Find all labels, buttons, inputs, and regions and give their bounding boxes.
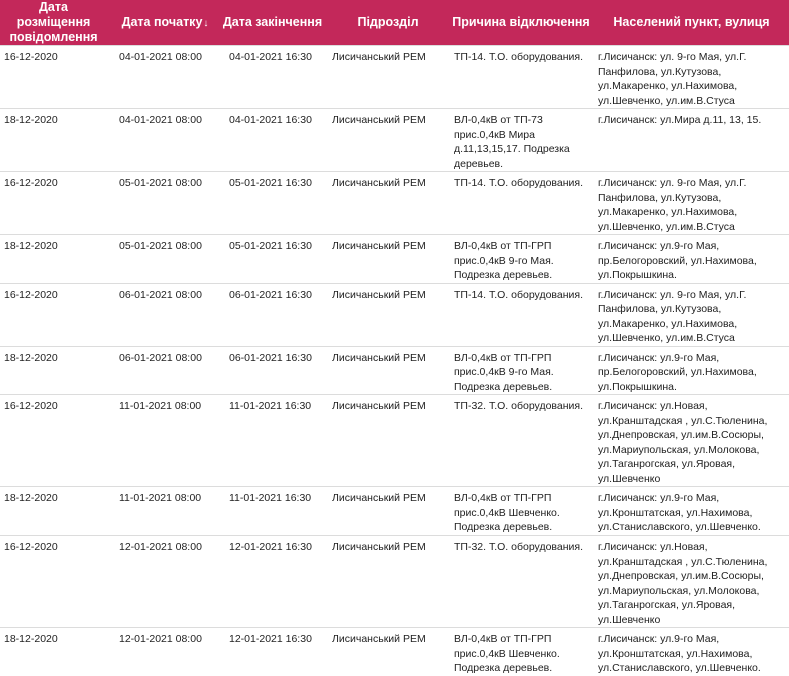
header-reason[interactable]: Причина відключення	[448, 0, 594, 46]
table-row	[0, 487, 789, 536]
header-location[interactable]: Населений пункт, вулиця	[594, 0, 789, 46]
cell-start: 06-01-2021 08:00	[107, 283, 217, 346]
table-row	[0, 283, 789, 346]
table-row	[0, 628, 789, 676]
cell-posted: 16-12-2020	[0, 536, 107, 628]
cell-reason: ВЛ-0,4кВ от ТП-ГРП прис.0,4кВ Шевченко. Подрезка деревьев.	[448, 628, 594, 676]
cell-start: 04-01-2021 08:00	[107, 46, 217, 109]
cell-unit: Лисичанський РЕМ	[328, 487, 448, 536]
cell-location: г.Лисичанск: ул. 9-го Мая, ул.Г. Панфилова, ул.Кутузова, ул.Макаренко, ул.Нахимова, ул.Шевченко, ул.им.В.Стуса	[594, 172, 789, 235]
cell-end: 05-01-2021 16:30	[217, 172, 328, 235]
cell-reason: ВЛ-0,4кВ от ТП-73 прис.0,4кВ Мира д.11,13,15,17. Подрезка деревьев.	[448, 109, 594, 172]
cell-location: г.Лисичанск: ул. 9-го Мая, ул.Г. Панфилова, ул.Кутузова, ул.Макаренко, ул.Нахимова, ул.Шевченко, ул.им.В.Стуса	[594, 46, 789, 109]
cell-unit: Лисичанський РЕМ	[328, 628, 448, 676]
cell-location: г.Лисичанск: ул.Новая, ул.Кранштадская , ул.С.Тюленина, ул.Днепровская, ул.им.В.Сосюры, ул.Мариупольская, ул.Молокова, ул.Таганрогская, ул.Яровая, ул.Шевченко	[594, 536, 789, 628]
cell-location: г.Лисичанск: ул.Новая, ул.Кранштадская , ул.С.Тюленина, ул.Днепровская, ул.им.В.Сосюры, ул.Мариупольская, ул.Молокова, ул.Таганрогская, ул.Яровая, ул.Шевченко	[594, 395, 789, 487]
cell-location: г.Лисичанск: ул. 9-го Мая, ул.Г. Панфилова, ул.Кутузова, ул.Макаренко, ул.Нахимова, ул.Шевченко, ул.им.В.Стуса	[594, 283, 789, 346]
cell-end: 11-01-2021 16:30	[217, 395, 328, 487]
cell-posted: 18-12-2020	[0, 346, 107, 395]
cell-location: г.Лисичанск: ул.Мира д.11, 13, 15.	[594, 109, 789, 172]
cell-unit: Лисичанський РЕМ	[328, 395, 448, 487]
cell-start: 12-01-2021 08:00	[107, 628, 217, 676]
table-row	[0, 346, 789, 395]
cell-start: 11-01-2021 08:00	[107, 395, 217, 487]
cell-posted: 18-12-2020	[0, 109, 107, 172]
sort-desc-icon: ↓	[203, 18, 208, 29]
cell-unit: Лисичанський РЕМ	[328, 109, 448, 172]
table-row	[0, 536, 789, 628]
cell-unit: Лисичанський РЕМ	[328, 172, 448, 235]
cell-start: 06-01-2021 08:00	[107, 346, 217, 395]
cell-unit: Лисичанський РЕМ	[328, 46, 448, 109]
cell-start: 12-01-2021 08:00	[107, 536, 217, 628]
cell-reason: ВЛ-0,4кВ от ТП-ГРП прис.0,4кВ 9-го Мая. Подрезка деревьев.	[448, 235, 594, 284]
table-row	[0, 235, 789, 284]
cell-unit: Лисичанський РЕМ	[328, 346, 448, 395]
cell-reason: ТП-14. Т.О. оборудования.	[448, 46, 594, 109]
table-row	[0, 172, 789, 235]
cell-unit: Лисичанський РЕМ	[328, 536, 448, 628]
header-end-date[interactable]: Дата закінчення	[217, 0, 328, 46]
cell-reason: ТП-14. Т.О. оборудования.	[448, 283, 594, 346]
cell-posted: 16-12-2020	[0, 46, 107, 109]
cell-end: 05-01-2021 16:30	[217, 235, 328, 284]
header-posted-date[interactable]: Дата розміщення повідомлення	[0, 0, 107, 46]
cell-location: г.Лисичанск: ул.9-го Мая, пр.Белогоровский, ул.Нахимова, ул.Покрышкина.	[594, 235, 789, 284]
cell-posted: 18-12-2020	[0, 628, 107, 676]
table-row	[0, 46, 789, 109]
header-start-label: Дата початку	[122, 15, 203, 29]
cell-end: 04-01-2021 16:30	[217, 109, 328, 172]
cell-end: 06-01-2021 16:30	[217, 346, 328, 395]
table-row	[0, 109, 789, 172]
cell-reason: ТП-14. Т.О. оборудования.	[448, 172, 594, 235]
cell-location: г.Лисичанск: ул.9-го Мая, пр.Белогоровский, ул.Нахимова, ул.Покрышкина.	[594, 346, 789, 395]
cell-start: 05-01-2021 08:00	[107, 235, 217, 284]
header-start-date[interactable]	[107, 0, 217, 46]
cell-end: 04-01-2021 16:30	[217, 46, 328, 109]
cell-reason: ТП-32. Т.О. оборудования.	[448, 395, 594, 487]
cell-start: 11-01-2021 08:00	[107, 487, 217, 536]
cell-end: 11-01-2021 16:30	[217, 487, 328, 536]
cell-end: 12-01-2021 16:30	[217, 536, 328, 628]
cell-posted: 16-12-2020	[0, 283, 107, 346]
cell-reason: ВЛ-0,4кВ от ТП-ГРП прис.0,4кВ Шевченко. Подрезка деревьев.	[448, 487, 594, 536]
cell-posted: 16-12-2020	[0, 172, 107, 235]
cell-reason: ВЛ-0,4кВ от ТП-ГРП прис.0,4кВ 9-го Мая. Подрезка деревьев.	[448, 346, 594, 395]
cell-start: 04-01-2021 08:00	[107, 109, 217, 172]
cell-unit: Лисичанський РЕМ	[328, 283, 448, 346]
table-header-row	[0, 0, 789, 46]
cell-posted: 18-12-2020	[0, 235, 107, 284]
cell-location: г.Лисичанск: ул.9-го Мая, ул.Кронштатская, ул.Нахимова, ул.Станиславского, ул.Шевченко.	[594, 628, 789, 676]
cell-posted: 18-12-2020	[0, 487, 107, 536]
header-unit[interactable]: Підрозділ	[328, 0, 448, 46]
cell-reason: ТП-32. Т.О. оборудования.	[448, 536, 594, 628]
cell-unit: Лисичанський РЕМ	[328, 235, 448, 284]
cell-posted: 16-12-2020	[0, 395, 107, 487]
cell-location: г.Лисичанск: ул.9-го Мая, ул.Кронштатская, ул.Нахимова, ул.Станиславского, ул.Шевченко.	[594, 487, 789, 536]
cell-end: 06-01-2021 16:30	[217, 283, 328, 346]
table-row	[0, 395, 789, 487]
cell-start: 05-01-2021 08:00	[107, 172, 217, 235]
cell-end: 12-01-2021 16:30	[217, 628, 328, 676]
